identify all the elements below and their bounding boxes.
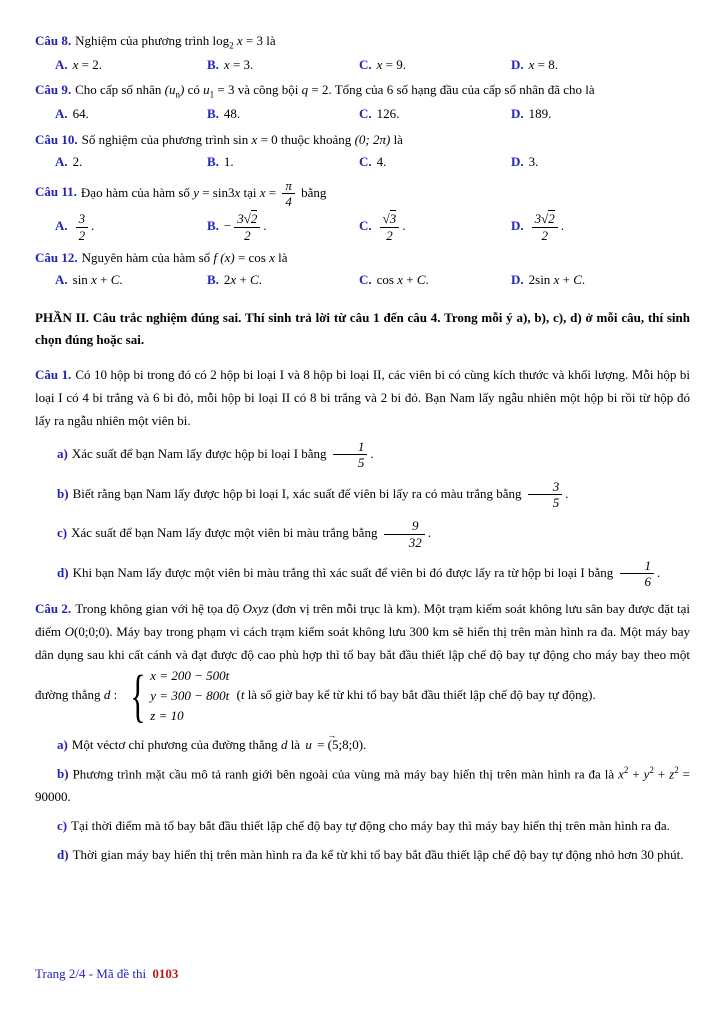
text-run: ( [233, 687, 241, 703]
text-run: tại [240, 184, 260, 200]
option-b [207, 210, 359, 244]
statement-a [35, 733, 690, 756]
math-run: x [553, 272, 560, 288]
options-row [35, 103, 690, 125]
text-run: . [560, 218, 565, 234]
option-letter: B. [207, 272, 219, 288]
math-run: u [203, 82, 210, 98]
question-stem [35, 177, 690, 211]
text-run: = 0 thuộc khoảng [257, 131, 355, 147]
text-run: . [258, 272, 262, 288]
option-letter: D. [511, 218, 524, 234]
brace-icon: { [130, 663, 147, 729]
fraction-denominator: 2 [244, 227, 251, 243]
text-run: 2 [223, 272, 231, 288]
option-b [207, 54, 359, 76]
question-stem [35, 597, 690, 727]
statement-letter: b) [57, 485, 69, 501]
text-run: 2. [72, 154, 83, 170]
text-run: 3. [528, 154, 539, 170]
superscript: 2 [649, 764, 654, 775]
math-run: (0; 2π) [354, 131, 391, 147]
subscript: n [175, 90, 181, 101]
option-c [359, 210, 511, 244]
option-letter: D. [511, 106, 524, 122]
mc-question-8 [35, 30, 690, 76]
text-run: . [119, 272, 123, 288]
sqrt-radicand: 3 [389, 211, 397, 227]
question-stem [35, 79, 690, 103]
math-run: C [573, 272, 582, 288]
text-run: là [274, 249, 288, 265]
equation-line: x = 200 − 500t [150, 668, 230, 684]
text-run: . [263, 218, 267, 234]
math-run: f (x) [213, 249, 235, 265]
math-run: x [223, 57, 230, 73]
text-run: 64. [72, 106, 89, 122]
text-run: Đạo hàm của hàm số [80, 184, 194, 200]
option-b [207, 103, 359, 125]
option-a [55, 103, 207, 125]
text-run: . [657, 564, 661, 580]
text-run: 4. [376, 154, 387, 170]
text-run: . [402, 218, 406, 234]
text-run: . [581, 272, 586, 288]
options-row [35, 151, 690, 173]
option-letter: C. [359, 272, 372, 288]
math-run: x [251, 131, 258, 147]
math-run: ) [180, 82, 185, 98]
text-run: − [223, 218, 232, 234]
math-run: x [230, 272, 237, 288]
option-letter: C. [359, 218, 372, 234]
option-c [359, 269, 511, 291]
question-stem [35, 30, 690, 54]
text-run: . [427, 525, 431, 541]
text-run: Xác suất để bạn Nam lấy được hộp bi loại I bằng [71, 445, 330, 461]
option-a [55, 54, 207, 76]
equation-line: y = 300 − 800t [150, 688, 230, 704]
text-run: Phương trình mặt cầu mô tả ranh giới bên ngoài của vùng mà máy bay hiển thị trên màn hình ra đa là [72, 766, 619, 782]
fraction [384, 518, 425, 550]
math-run: x [376, 57, 383, 73]
superscript: 2 [623, 764, 629, 775]
option-a [55, 151, 207, 173]
text-run: = (5;8;0). [313, 736, 367, 752]
option-letter: C. [359, 154, 372, 170]
equation-lines [150, 666, 229, 726]
math-run: x [618, 766, 624, 782]
text-run: bằng [297, 184, 327, 200]
option-letter: B. [207, 154, 219, 170]
text-run: (đơn vị trên mỗi trục là km). Một trạm kiểm soát không lưu sân bay được đặt tại điểm [35, 600, 690, 639]
part2-questions [35, 363, 690, 867]
math-run: x [72, 57, 79, 73]
question-label: Câu 1. [35, 366, 72, 382]
fraction-numerator: 3 [76, 211, 89, 227]
statement-d [35, 843, 690, 866]
option-c [359, 151, 511, 173]
question-label: Câu 12. [35, 249, 78, 265]
fraction [620, 558, 655, 590]
statement-letter: a) [57, 445, 68, 461]
math-run: (u [164, 82, 176, 98]
option-d [511, 103, 690, 125]
question-label: Câu 9. [35, 82, 72, 98]
text-run: 2sin [528, 272, 554, 288]
text-run: = 2. Tổng của 6 số hạng đầu của cấp số nhân đã cho là [308, 82, 595, 98]
math-run: x [234, 184, 241, 200]
option-d [511, 151, 690, 173]
sqrt-radicand: 2 [250, 211, 258, 227]
tf-question-1 [35, 363, 690, 591]
math-run: t [240, 687, 245, 703]
math-run: O [64, 623, 75, 639]
text-run: + [628, 766, 644, 782]
superscript: 2 [674, 764, 679, 775]
text-run: Xác suất để bạn Nam lấy được một viên bi màu trắng bằng [71, 525, 381, 541]
question-label: Câu 8. [35, 33, 72, 48]
option-letter: D. [511, 272, 524, 288]
text-run: = sin3 [198, 184, 235, 200]
footer-exam-code: 0103 [152, 966, 179, 981]
fraction-numerator: 1 [333, 439, 368, 455]
option-letter: D. [511, 57, 524, 73]
text-run: + [96, 272, 111, 288]
math-run: Oxyz [242, 600, 269, 616]
text-run: = 9. [382, 57, 407, 73]
fraction-numerator: 3 [528, 479, 563, 495]
fraction-denominator: 6 [644, 574, 651, 590]
statement-c [35, 517, 690, 551]
option-letter: A. [55, 272, 68, 288]
fraction-numerator: 1 [620, 558, 655, 574]
options-row [35, 54, 690, 76]
text-run: . [425, 272, 429, 288]
fraction [333, 439, 368, 471]
fraction-denominator: 32 [408, 534, 422, 550]
option-letter: B. [207, 106, 219, 122]
text-run: Nguyên hàm của hàm số [81, 249, 214, 265]
option-b [207, 269, 359, 291]
fraction-numerator: 3√2 [532, 211, 558, 227]
fraction-numerator: √3 [380, 211, 400, 227]
page-footer [35, 966, 178, 982]
equation-line: z = 10 [150, 708, 184, 724]
question-label: Câu 10. [35, 131, 78, 147]
vector-symbol: u → [305, 737, 312, 752]
math-run: q [301, 82, 309, 98]
math-run: C [250, 272, 259, 288]
math-run: x [91, 272, 97, 288]
option-letter: A. [55, 106, 68, 122]
statement-c [35, 814, 690, 837]
math-run: y [643, 766, 650, 782]
option-c [359, 103, 511, 125]
tf-question-2 [35, 597, 690, 867]
math-run: x [269, 249, 275, 265]
option-letter: C. [359, 57, 372, 73]
text-run: Trong không gian với hệ tọa độ [75, 600, 243, 616]
option-letter: A. [55, 154, 68, 170]
sqrt-radicand: 2 [548, 211, 555, 227]
math-run: y [193, 184, 199, 200]
math-run: x [397, 272, 404, 288]
text-run: 189. [528, 106, 552, 122]
statement-b [35, 762, 690, 809]
text-run: sin [72, 272, 92, 288]
text-run: 126. [376, 106, 400, 122]
math-run: d [280, 736, 288, 752]
equation-system [124, 663, 230, 729]
mc-question-9 [35, 79, 690, 125]
text-run: Số nghiệm của phương trình sin [81, 131, 252, 147]
text-run: là [287, 736, 304, 752]
statement-letter: d) [57, 564, 69, 580]
fraction-numerator: 9 [384, 518, 425, 534]
math-run: x [233, 33, 246, 48]
text-run: . [91, 218, 95, 234]
text-run: = 8. [534, 57, 559, 73]
fraction-denominator: 4 [285, 193, 292, 209]
fraction-denominator: 2 [78, 227, 86, 243]
text-run: + [653, 766, 670, 782]
fraction [380, 211, 400, 243]
statement-letter: a) [57, 736, 68, 752]
subscript: 1 [209, 90, 215, 101]
math-run: x [259, 184, 266, 200]
fraction [282, 178, 295, 210]
option-letter: D. [511, 154, 524, 170]
fraction-numerator: π [282, 178, 295, 194]
fraction [532, 211, 558, 243]
statement-letter: b) [57, 766, 69, 782]
option-letter: A. [55, 218, 68, 234]
option-d [511, 269, 690, 291]
text-run: + [403, 272, 417, 288]
options-row [35, 269, 690, 291]
text-run: = 90000. [35, 766, 690, 805]
option-d [511, 210, 690, 244]
mc-question-12 [35, 247, 690, 292]
text-run: (0;0;0). Máy bay trong phạm vi cách trạm kiểm soát không lưu 300 km sẽ hiển thị trên màn hình ra đa. Một máy bay dân dụng sau khi cất cánh và đạt được độ cao phù hợp thì tổ bay bắt đầu thiết lập chế độ bay tự động cho máy bay theo một đường thẳng [35, 623, 690, 703]
option-c [359, 54, 511, 76]
text-run: + [236, 272, 251, 288]
text-run: = [265, 184, 280, 200]
text-run: Có 10 hộp bi trong đó có 2 hộp bi loại I và 8 hộp bi loại II, các viên bi có cùng kích thước và khối lượng. Mỗi hộp bi loại I có 4 bi trắng và 6 bi đỏ, mỗi hộp bi loại II có 8 bi trắng và 2 bi đỏ. Bạn Nam lấy ngẫu nhiên một hộp bi rồi từ hộp đó lấy ra ngẫu nhiên một viên bi. [35, 366, 691, 429]
text-run: Thời gian máy bay hiển thị trên màn hình ra đa kể từ khi tổ bay bắt đầu thiết lập chế độ bay tự động nhỏ hơn 30 phút. [72, 847, 684, 863]
fraction [76, 211, 89, 243]
subscript: 2 [229, 40, 234, 51]
statement-a [35, 438, 690, 472]
option-letter: A. [55, 57, 68, 73]
part1-questions [35, 30, 690, 292]
text-run: Biết rằng bạn Nam lấy được hộp bi loại I, xác suất để viên bi lấy ra có màu trắng bằng [72, 485, 525, 501]
option-b [207, 151, 359, 173]
statement-letter: c) [57, 525, 68, 541]
text-run: = 3 và công bội [214, 82, 302, 98]
text-run: Khi bạn Nam lấy được một viên bi màu trắng thì xác suất để viên bi đó được lấy ra từ hộp bi loại I bằng [72, 564, 617, 580]
math-run: C [416, 272, 426, 288]
question-stem [35, 363, 690, 432]
fraction-denominator: 2 [386, 227, 393, 243]
text-run: + [559, 272, 574, 288]
text-run: . [565, 485, 569, 501]
option-a [55, 210, 207, 244]
text-run: Tại thời điểm mà tổ bay bắt đầu thiết lập chế độ bay tự động cho máy bay thì máy bay hiển thị trên màn hình ra đa. [71, 818, 670, 834]
fraction-numerator: 3√2 [234, 211, 260, 227]
statement-b [35, 478, 690, 512]
math-run: x [528, 57, 535, 73]
part2-heading: PHẦN II. Câu trắc nghiệm đúng sai. Thí sinh trả lời từ câu 1 đến câu 4. Trong mỗi ý a), b), c), d) ở mỗi câu, thí sinh chọn đúng hoặc sai. [35, 309, 690, 347]
question-stem [35, 247, 690, 269]
mc-question-10 [35, 129, 690, 174]
text-run: Nghiệm của phương trình log [75, 33, 230, 48]
text-run: có [184, 82, 204, 98]
text-run: : [110, 687, 121, 703]
fraction-denominator: 5 [552, 495, 560, 511]
math-run: C [110, 272, 120, 288]
text-run: . [370, 445, 374, 461]
text-run: 1. [223, 154, 234, 170]
statement-letter: d) [57, 847, 69, 863]
question-label: Câu 11. [35, 184, 77, 200]
fraction [528, 479, 563, 511]
text-run: Cho cấp số nhân [75, 82, 165, 98]
option-a [55, 269, 207, 291]
text-run: = 3. [229, 57, 254, 73]
text-run: = 2. [78, 57, 103, 73]
question-stem [35, 129, 690, 151]
math-run: z [669, 766, 675, 782]
math-run: d [103, 687, 111, 703]
option-letter: C. [359, 106, 372, 122]
option-d [511, 54, 690, 76]
text-run: là số giờ bay kể từ khi tổ bay bắt đầu thiết lập chế độ bay tự động). [244, 687, 596, 703]
text-run: = cos [234, 249, 270, 265]
option-letter: B. [207, 57, 219, 73]
question-label: Câu 2. [35, 600, 72, 616]
text-run: 48. [223, 106, 241, 122]
options-row [35, 210, 690, 244]
footer-page-label: Trang 2/4 - Mã đề thi [35, 966, 147, 981]
text-run: = 3 là [245, 33, 276, 48]
fraction-denominator: 2 [541, 227, 548, 243]
fraction-denominator: 5 [357, 455, 365, 471]
mc-question-11 [35, 177, 690, 244]
fraction [234, 211, 260, 243]
statement-letter: c) [57, 818, 68, 834]
statement-d [35, 557, 690, 591]
option-letter: B. [207, 218, 219, 234]
text-run: Một véctơ chỉ phương của đường thẳng [71, 736, 281, 752]
text-run: là [390, 131, 403, 147]
text-run: cos [376, 272, 398, 288]
